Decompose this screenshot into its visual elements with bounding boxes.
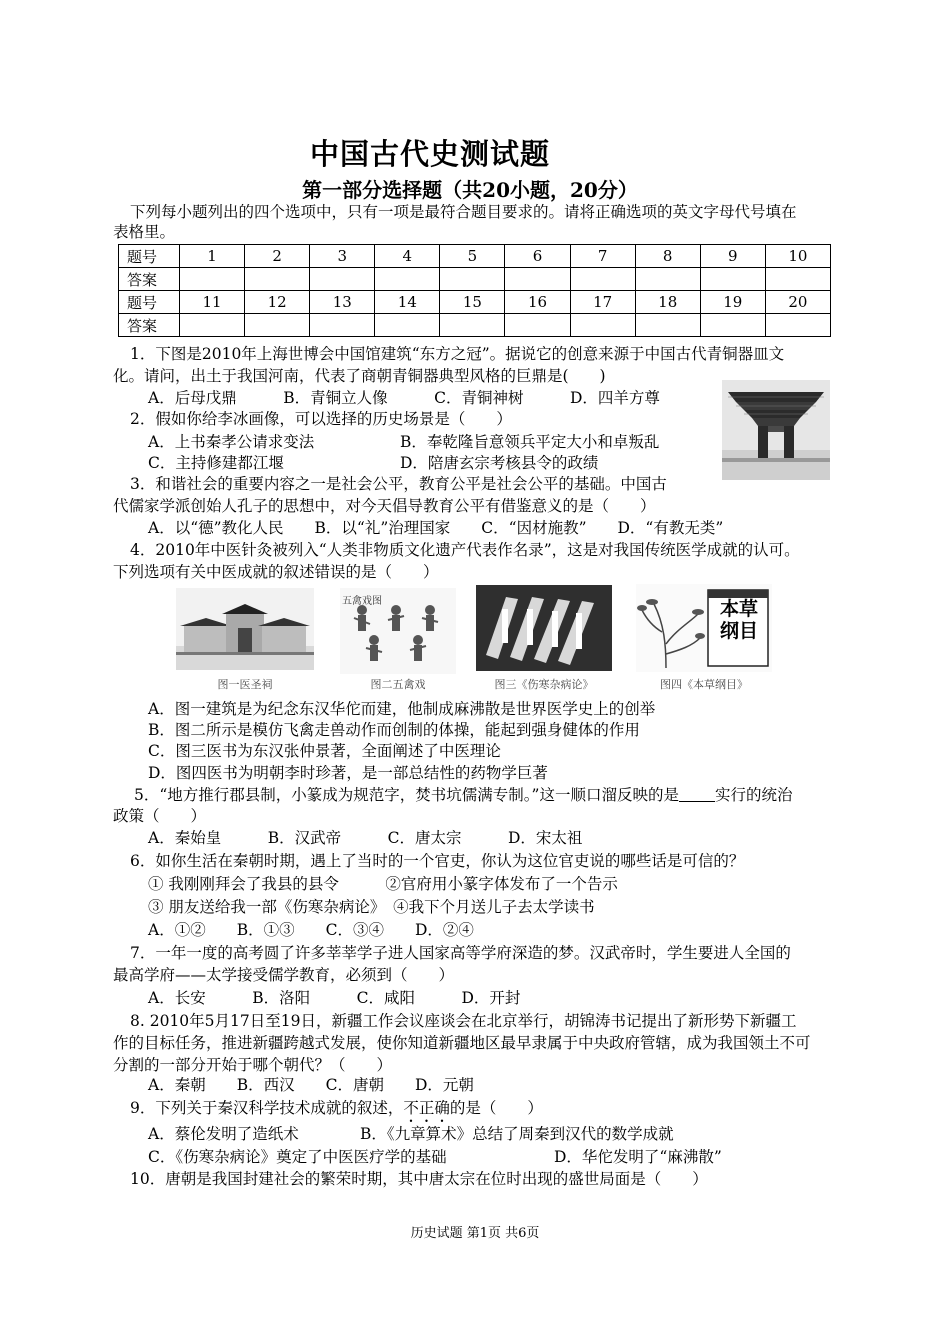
q2-option-c: C．主持修建都江堰 bbox=[148, 454, 284, 472]
q3-options: A．以“德”教化人民 B．以“礼”治理国家 C．“因材施教” D．“有教无类” bbox=[148, 519, 724, 537]
q4-option-b: B．图二所示是模仿飞禽走兽动作而创制的体操，能起到强身健体的作用 bbox=[148, 721, 640, 739]
answer-cell[interactable] bbox=[440, 268, 505, 291]
q9-stem bbox=[130, 1098, 543, 1126]
q5-options: A．秦始皇 B．汉武帝 C．唐太宗 D．宋太祖 bbox=[148, 829, 583, 847]
question-number: 3 bbox=[310, 245, 375, 268]
table-row bbox=[119, 268, 831, 291]
q8-stem-line-2: 作的目标任务，推进新疆跨越式发展，使你知道新疆地区最早隶属于中央政府管辖，成为我国领土不可 bbox=[113, 1034, 811, 1052]
q2-stem: 2．假如你给李冰画像，可以选择的历史场景是（ ） bbox=[130, 410, 512, 428]
q9-option-a: A．蔡伦发明了造纸术 bbox=[148, 1125, 299, 1143]
question-number: 7 bbox=[570, 245, 635, 268]
question-number: 6 bbox=[505, 245, 570, 268]
answer-cell[interactable] bbox=[635, 268, 700, 291]
exam-title: 中国古代史测试题 bbox=[309, 137, 550, 171]
bencao-gangmu-image bbox=[636, 584, 772, 672]
answer-table bbox=[118, 244, 831, 337]
q2-option-d: D．陪唐玄宗考核县令的政绩 bbox=[400, 454, 599, 472]
q4-stem-line-1: 4．2010年中医针灸被列入“人类非物质文化遗产代表作名录”，这是对我国传统医学成就的认可。 bbox=[130, 541, 800, 559]
q1-stem-line-2: 化。请问，出土于我国河南，代表了商朝青铜器典型风格的巨鼎是( ) bbox=[113, 367, 606, 385]
answer-cell[interactable] bbox=[440, 314, 505, 337]
q9-emphasis: 不正确 bbox=[403, 1099, 450, 1117]
bencao-gangmu-cover-title: 本草纲目 bbox=[719, 598, 758, 642]
section-title: 第一部分选择题（共20小题，20分） bbox=[302, 178, 638, 202]
question-number: 1 bbox=[180, 245, 245, 268]
q5-stem-line-2: 政策（ ） bbox=[113, 807, 207, 825]
question-number: 2 bbox=[245, 245, 310, 268]
answer-cell[interactable] bbox=[700, 268, 765, 291]
question-number-label: 题号 bbox=[119, 245, 180, 268]
question-number: 20 bbox=[765, 291, 830, 314]
answer-cell[interactable] bbox=[635, 314, 700, 337]
yishengci-image bbox=[176, 588, 314, 670]
q6-options: A．①② B．①③ C．③④ D．②④ bbox=[148, 921, 474, 939]
question-number: 4 bbox=[375, 245, 440, 268]
q9-option-b: B．《九章算术》总结了周秦到汉代的数学成就 bbox=[360, 1125, 674, 1143]
answer-cell[interactable] bbox=[765, 268, 830, 291]
shanghan-book-image bbox=[476, 585, 612, 671]
q10-stem: 10．唐朝是我国封建社会的繁荣时期，其中唐太宗在位时出现的盛世局面是（ ） bbox=[130, 1170, 708, 1188]
question-number: 12 bbox=[245, 291, 310, 314]
question-number: 5 bbox=[440, 245, 505, 268]
answer-cell[interactable] bbox=[310, 268, 375, 291]
instructions-line-2: 表格里。 bbox=[113, 223, 176, 241]
answer-cell[interactable] bbox=[570, 314, 635, 337]
q7-stem-line-2: 最高学府——太学接受儒学教育，必须到（ ） bbox=[113, 966, 455, 984]
table-row bbox=[119, 291, 831, 314]
question-number: 11 bbox=[180, 291, 245, 314]
q5-stem-line-1 bbox=[134, 785, 792, 806]
question-number: 8 bbox=[635, 245, 700, 268]
answer-label: 答案 bbox=[119, 268, 180, 291]
q7-options: A．长安 B．洛阳 C．咸阳 D．开封 bbox=[148, 989, 521, 1007]
q1-stem-line-1: 1．下图是2010年上海世博会中国馆建筑“东方之冠”。据说它的创意来源于中国古代青铜器皿文 bbox=[130, 345, 785, 363]
table-row bbox=[119, 314, 831, 337]
q8-options: A．秦朝 B．西汉 C．唐朝 D．元朝 bbox=[148, 1076, 474, 1094]
answer-cell[interactable] bbox=[245, 314, 310, 337]
answer-cell[interactable] bbox=[375, 314, 440, 337]
answer-cell[interactable] bbox=[310, 314, 375, 337]
q4-option-c: C．图三医书为东汉张仲景著，全面阐述了中医理论 bbox=[148, 742, 501, 760]
answer-cell[interactable] bbox=[765, 314, 830, 337]
wuqinxi-image bbox=[340, 588, 456, 674]
question-number: 18 bbox=[635, 291, 700, 314]
question-number: 10 bbox=[765, 245, 830, 268]
answer-cell[interactable] bbox=[505, 268, 570, 291]
q9-option-c: C．《伤寒杂病论》奠定了中医医疗学的基础 bbox=[148, 1148, 447, 1166]
wuqinxi-label: 五禽戏图 bbox=[342, 596, 382, 607]
answer-cell[interactable] bbox=[245, 268, 310, 291]
answer-cell[interactable] bbox=[180, 314, 245, 337]
answer-cell[interactable] bbox=[505, 314, 570, 337]
answer-cell[interactable] bbox=[700, 314, 765, 337]
q8-stem-line-3: 分割的一部分开始于哪个朝代？（ ） bbox=[113, 1056, 393, 1074]
q4-option-d: D．图四医书为明朝李时珍著，是一部总结性的药物学巨著 bbox=[148, 764, 548, 782]
question-number: 13 bbox=[310, 291, 375, 314]
question-number: 9 bbox=[700, 245, 765, 268]
page-footer: 历史试题 第1页 共6页 bbox=[410, 1226, 540, 1241]
q4-stem-line-2: 下列选项有关中医成就的叙述错误的是（ ） bbox=[113, 563, 439, 581]
q6-statement-2: ③ 朋友送给我一部《伤寒杂病论》 ④我下个月送儿子去太学读书 bbox=[148, 898, 595, 916]
q2-option-a: A．上书秦孝公请求变法 bbox=[148, 433, 315, 451]
q5-stem-part-2: 实行的统治 bbox=[714, 786, 793, 804]
answer-cell[interactable] bbox=[570, 268, 635, 291]
question-number: 17 bbox=[570, 291, 635, 314]
caption-pic2: 图二五禽戏 bbox=[370, 678, 426, 691]
q5-blank bbox=[679, 787, 715, 802]
question-number: 19 bbox=[700, 291, 765, 314]
table-row bbox=[119, 245, 831, 268]
q7-stem-line-1: 7．一年一度的高考圆了许多莘莘学子进人国家高等学府深造的梦。汉武帝时，学生要进人全国的 bbox=[130, 944, 791, 962]
q3-stem-line-1: 3．和谐社会的重要内容之一是社会公平，教育公平是社会公平的基础。中国古 bbox=[130, 475, 667, 493]
q9-stem-part-2: 的是（ ） bbox=[449, 1099, 543, 1117]
q9-option-d: D．华佗发明了“麻沸散” bbox=[554, 1148, 722, 1166]
q6-statement-1: ① 我刚刚拜会了我县的县令 ②官府用小篆字体发布了一个告示 bbox=[148, 875, 618, 893]
q2-option-b: B．奉乾隆旨意领兵平定大小和卓叛乱 bbox=[400, 433, 660, 451]
q1-options: A．后母戊鼎 B．青铜立人像 C．青铜神树 D．四羊方尊 bbox=[148, 389, 660, 407]
q5-stem-part-1: 5．“地方推行郡县制，小篆成为规范字，焚书坑儒满专制。”这一顺口溜反映的是 bbox=[134, 786, 679, 804]
q3-stem-line-2: 代儒家学派创始人孔子的思想中，对今天倡导教育公平有借鉴意义的是（ ） bbox=[113, 497, 656, 515]
q8-stem-line-1: 8. 2010年5月17日至19日，新疆工作会议座谈会在北京举行，胡锦涛书记提出了新形势下新疆工 bbox=[130, 1012, 797, 1030]
question-number: 15 bbox=[440, 291, 505, 314]
question-number: 16 bbox=[505, 291, 570, 314]
question-number-label: 题号 bbox=[119, 291, 180, 314]
answer-label: 答案 bbox=[119, 314, 180, 337]
caption-pic1: 图一医圣祠 bbox=[217, 678, 273, 691]
q9-stem-part-1: 9．下列关于秦汉科学技术成就的叙述， bbox=[130, 1099, 404, 1117]
china-pavilion-image bbox=[722, 380, 830, 480]
answer-cell[interactable] bbox=[375, 268, 440, 291]
instructions-line-1: 下列每小题列出的四个选项中，只有一项是最符合题目要求的。请将正确选项的英文字母代号填在 bbox=[130, 203, 797, 221]
answer-cell[interactable] bbox=[180, 268, 245, 291]
q4-option-a: A．图一建筑是为纪念东汉华佗而建，他制成麻沸散是世界医学史上的创举 bbox=[148, 700, 656, 718]
caption-pic4: 图四《本草纲目》 bbox=[660, 678, 748, 691]
q6-stem: 6．如你生活在秦朝时期，遇上了当时的一个官吏，你认为这位官吏说的哪些话是可信的？ bbox=[130, 852, 745, 870]
question-number: 14 bbox=[375, 291, 440, 314]
caption-pic3: 图三《伤寒杂病论》 bbox=[494, 678, 594, 691]
